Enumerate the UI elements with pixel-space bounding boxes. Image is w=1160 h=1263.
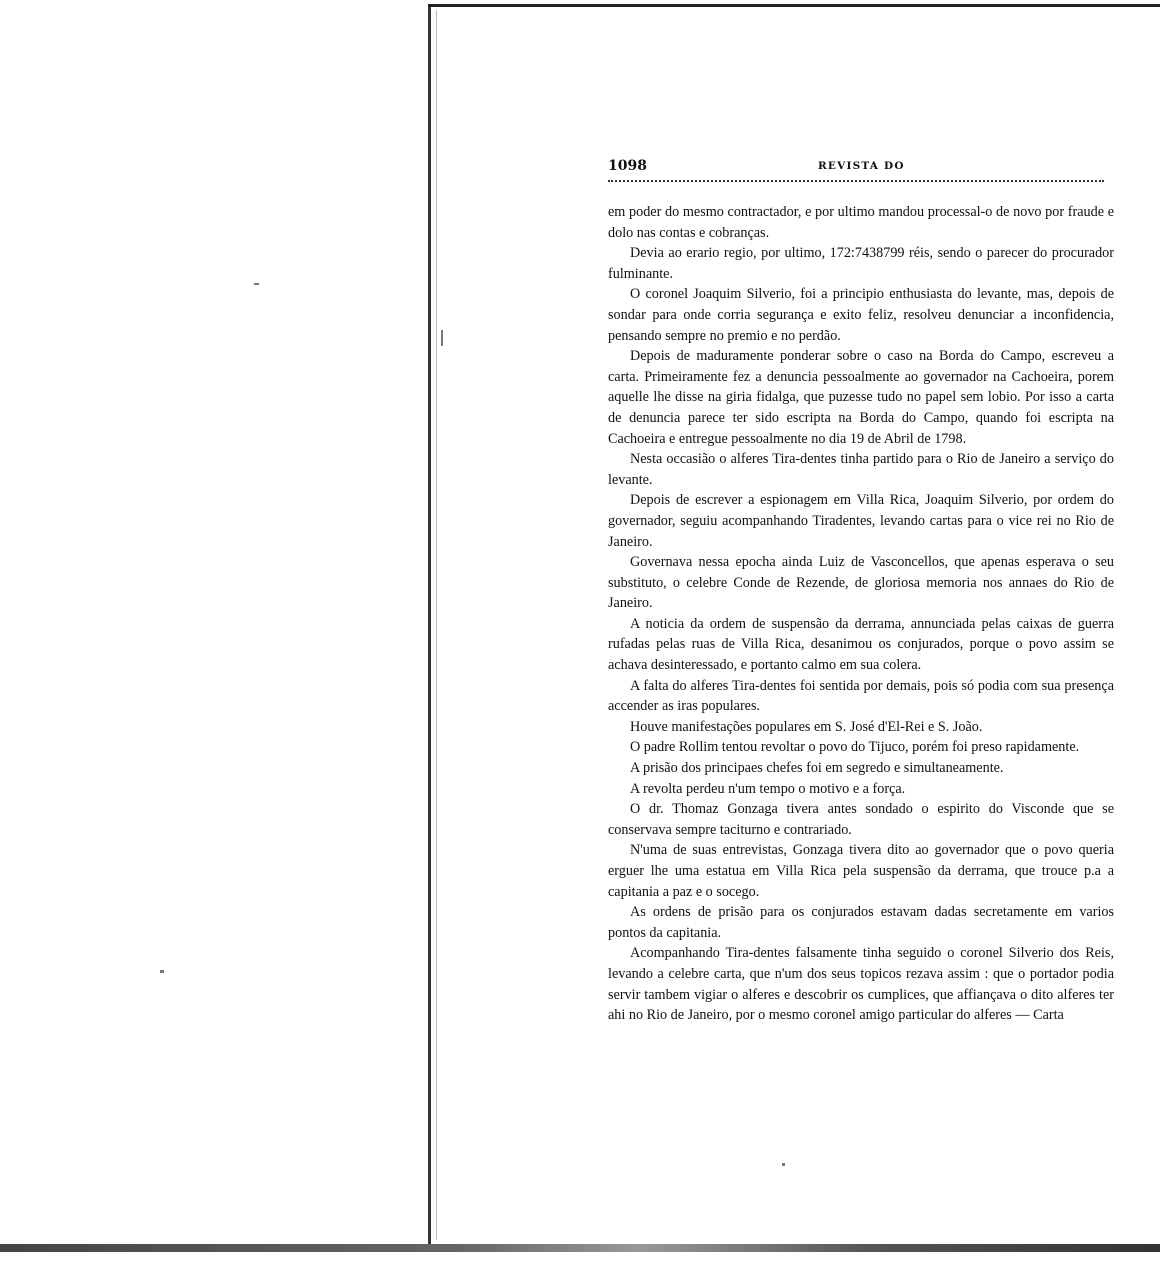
paragraph: O dr. Thomaz Gonzaga tivera antes sondado o espirito do Visconde que se conservava sempre taciturno e contrariado. <box>608 801 1114 838</box>
paragraph: As ordens de prisão para os conjurados estavam dadas secretamente em varios pontos da capitania. <box>608 904 1114 941</box>
paragraph: A noticia da ordem de suspensão da derrama, annunciada pelas caixas de guerra rufadas pelas ruas de Villa Rica, desanimou os conjurados, porque o povo assim se achava desinteressado, e portanto calmo em sua colera. <box>608 615 1114 674</box>
scan-speck <box>782 1163 785 1166</box>
book-gutter-line <box>436 10 437 1240</box>
scan-speck <box>160 970 164 973</box>
page-header <box>608 158 1118 182</box>
page-top-edge <box>428 4 1160 7</box>
scan-speck <box>441 330 443 346</box>
paragraph: O coronel Joaquim Silverio, foi a principio enthusiasta do levante, mas, depois de sondar para onde corria segurança e exito feliz, resolveu denunciar a inconfidencia, pensando sempre no premio e no perdão. <box>608 286 1114 344</box>
scan-speck <box>254 283 259 285</box>
book-page <box>608 150 1118 1026</box>
paragraph: Depois de maduramente ponderar sobre o caso na Borda do Campo, escreveu a carta. Primeiramente fez a denuncia pessoalmente ao governador na Cachoeira, porem aquelle lhe disse na giria fidalga, que puzesse tudo no papel sem lobio. Por isso a carta de denuncia parece ter sido escripta na Borda do Campo, quando foi escripta na Cachoeira e entregue pessoalmente no dia 19 de Abril de 1798. <box>608 348 1114 447</box>
paragraph: Governava nessa epocha ainda Luiz de Vasconcellos, que apenas esperava o seu substituto, o celebre Conde de Rezende, de gloriosa memoria nos annaes do Rio de Janeiro. <box>608 554 1114 612</box>
paragraph: Devia ao erario regio, por ultimo, 172:7438799 réis, sendo o parecer do procurador fulminante. <box>608 245 1114 282</box>
paragraph: N'uma de suas entrevistas, Gonzaga tivera dito ao governador que o povo queria erguer lhe uma estatua em Villa Rica pela suspensão da derrama, que trouce p.a a capitania a paz e o socego. <box>608 842 1114 900</box>
paragraph: A prisão dos principaes chefes foi em segredo e simultaneamente. <box>630 760 1004 777</box>
paragraph: O padre Rollim tentou revoltar o povo do Tijuco, porém foi preso rapidamente. <box>630 739 1080 756</box>
running-title: REVISTA DO <box>818 160 905 172</box>
paragraph: Depois de escrever a espionagem em Villa Rica, Joaquim Silverio, por ordem do governador, seguiu acompanhando Tiradentes, levando cartas para o vice rei no Rio de Janeiro. <box>608 492 1114 550</box>
left-page-margin <box>0 0 430 1263</box>
paragraph: Houve manifestações populares em S. José d'El-Rei e S. João. <box>630 718 983 735</box>
paragraph: em poder do mesmo contractador, e por ultimo mandou processal-o de novo por fraude e dolo nas contas e cobranças. <box>608 204 1114 241</box>
page-number: 1098 <box>608 158 647 174</box>
paragraph: Acompanhando Tira-dentes falsamente tinha seguido o coronel Silverio dos Reis, levando a celebre carta, que n'um dos seus topicos rezava assim : que o portador podia servir tambem vigiar o alferes e descobrir os cumplices, que affiançava o dito alferes ter ahi no Rio de Janeiro, por o mesmo coronel amigo particular do alferes — Carta <box>608 945 1114 1024</box>
paragraph: A revolta perdeu n'um tempo o motivo e a força. <box>630 780 906 797</box>
header-rule <box>608 180 1104 182</box>
book-spine-edge <box>428 4 431 1244</box>
page-body <box>608 202 1114 1026</box>
paragraph: A falta do alferes Tira-dentes foi sentida por demais, pois só podia com sua presença accender as iras populares. <box>608 677 1114 715</box>
page-bottom-edge <box>0 1244 1160 1252</box>
paragraph: Nesta occasião o alferes Tira-dentes tinha partido para o Rio de Janeiro a serviço do levante. <box>608 451 1114 488</box>
